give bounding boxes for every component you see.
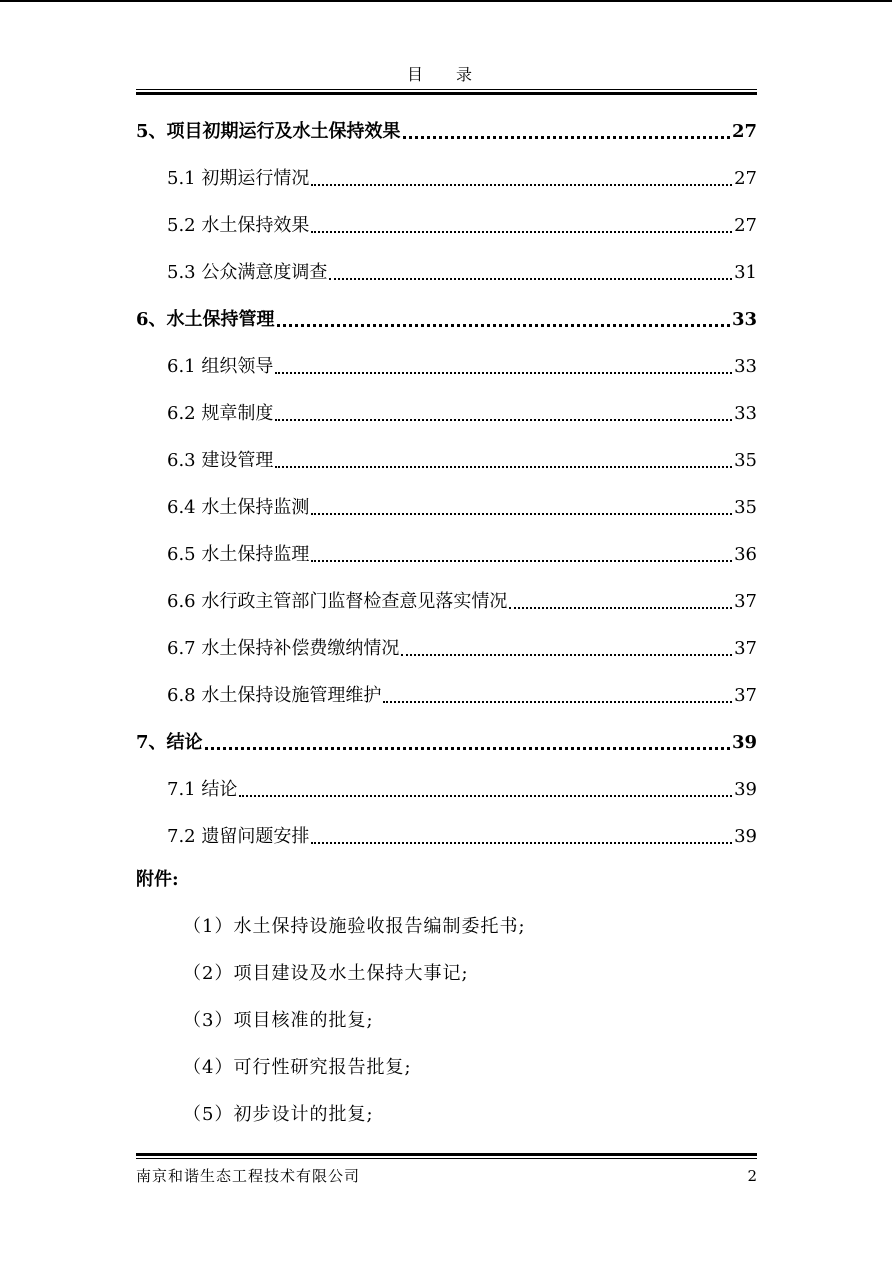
toc-entry-page: 35 [734,497,757,518]
toc-leader [401,654,732,656]
toc-entry[interactable] [136,727,757,755]
toc-entry[interactable] [136,539,757,567]
attachment-item: （5）初步设计的批复; [183,1104,374,1125]
toc-entry-label: 5.1 初期运行情况 [167,168,310,189]
toc-entry[interactable] [136,445,757,473]
header-rule-thick [136,92,757,95]
toc-entry-page: 39 [734,779,757,800]
toc-leader [277,324,730,327]
toc-leader [311,513,732,515]
toc-entry-page: 33 [731,309,757,330]
toc-entry-page: 35 [734,450,757,471]
toc-entry-label: 6.1 组织领导 [167,356,274,377]
toc-entry[interactable] [136,821,757,849]
toc-entry[interactable] [136,680,757,708]
toc-entry-label: 7.2 遗留问题安排 [167,826,310,847]
attachment-item: （1）水土保持设施验收报告编制委托书; [183,916,526,937]
toc-entry-label: 7.1 结论 [167,779,238,800]
toc-leader [311,231,732,233]
toc-leader [329,278,732,280]
toc-leader [275,419,732,421]
toc-leader [311,842,732,844]
toc-entry-page: 27 [731,121,757,142]
toc-entry[interactable] [136,163,757,191]
toc-entry-label: 5.3 公众满意度调查 [167,262,328,283]
toc-entry-page: 27 [734,215,757,236]
toc-leader [239,795,732,797]
toc-entry-page: 27 [734,168,757,189]
toc-leader [311,184,732,186]
toc-entry[interactable] [136,586,757,614]
toc-entry-label: 7、结论 [136,732,203,753]
toc-entry[interactable] [136,633,757,661]
toc-entry-label: 6、水土保持管理 [136,309,275,330]
toc-entry-page: 39 [734,826,757,847]
toc-entry[interactable] [136,116,757,144]
toc-leader [509,607,732,609]
toc-entry-label: 6.4 水土保持监测 [167,497,310,518]
toc-entry-label: 6.2 规章制度 [167,403,274,424]
toc-entry[interactable] [136,257,757,285]
toc-entry[interactable] [136,398,757,426]
toc-leader [275,466,732,468]
footer-rule-thin [136,1158,757,1159]
toc-entry-label: 6.7 水土保持补偿费缴纳情况 [167,638,400,659]
attachment-item: （4）可行性研究报告批复; [183,1057,412,1078]
toc-entry-page: 39 [731,732,757,753]
toc-entry[interactable] [136,492,757,520]
toc-entry-label: 6.6 水行政主管部门监督检查意见落实情况 [167,591,508,612]
toc-entry[interactable] [136,774,757,802]
attachments-title: 附件: [136,869,179,890]
header-rule-thin [136,89,757,90]
toc-entry[interactable] [136,304,757,332]
toc-entry-label: 6.8 水土保持设施管理维护 [167,685,382,706]
page-top-border [0,0,892,2]
toc-leader [275,372,732,374]
toc-entry[interactable] [136,351,757,379]
toc-entry-label: 5.2 水土保持效果 [167,215,310,236]
attachment-item: （2）项目建设及水土保持大事记; [183,963,469,984]
toc-entry-label: 6.3 建设管理 [167,450,274,471]
toc-leader [311,560,732,562]
toc-leader [403,136,730,139]
page-header-title: 目 录 [406,65,487,84]
toc-entry-page: 37 [734,638,757,659]
attachment-item: （3）项目核准的批复; [183,1010,374,1031]
toc-entry-page: 31 [734,262,757,283]
toc-entry-label: 6.5 水土保持监理 [167,544,310,565]
toc-entry-label: 5、项目初期运行及水土保持效果 [136,121,401,142]
footer-page-number: 2 [747,1167,757,1185]
toc-leader [383,701,732,703]
toc-entry[interactable] [136,210,757,238]
toc-entry-page: 36 [734,544,757,565]
toc-entry-page: 37 [734,685,757,706]
footer-company: 南京和谐生态工程技术有限公司 [136,1167,361,1185]
footer-rule-thick [136,1153,757,1156]
toc-entry-page: 33 [734,356,757,377]
toc-entry-page: 33 [734,403,757,424]
toc-entry-page: 37 [734,591,757,612]
toc-leader [205,747,730,750]
